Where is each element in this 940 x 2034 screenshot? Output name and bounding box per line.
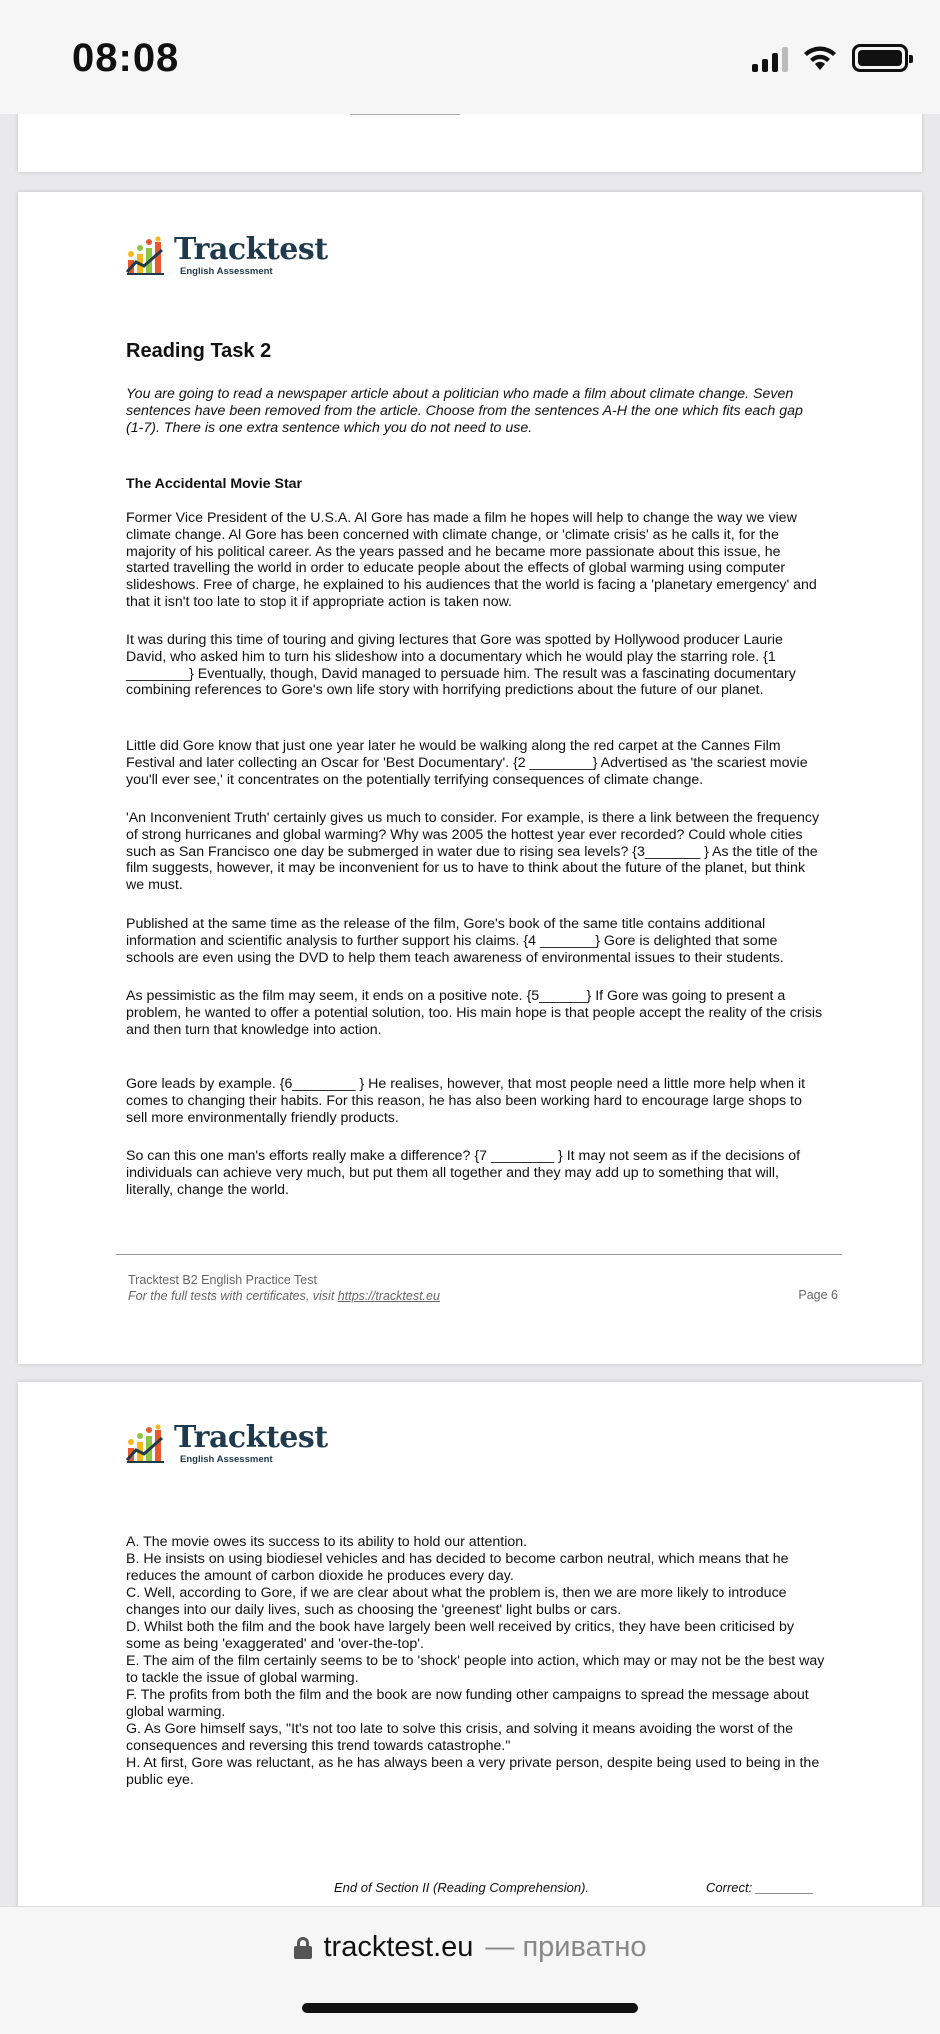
signal-icon	[752, 44, 788, 72]
previous-page-link-fragment	[350, 114, 460, 115]
article-paragraph: Little did Gore know that just one year later he would be walking along the red carpet at the Cannes Film Festival and later collecting an Oscar for 'Best Documentary'. {2 ________} Advertised as 'the scariest movie you'll ever see,' it concentrates on the potentially terrifying consequences of climate change.	[126, 738, 808, 788]
footer-visit-line	[128, 1288, 440, 1304]
browser-url-bar	[0, 1906, 940, 2034]
lock-icon	[294, 1937, 312, 1959]
end-section-text: End of Section II (Reading Comprehension).	[334, 1880, 590, 1895]
private-mode-label: — приватно	[485, 1931, 647, 1963]
status-bar	[0, 0, 940, 114]
address-field[interactable]	[0, 1931, 940, 1964]
logo-chart-icon	[126, 1424, 166, 1464]
task-instructions: You are going to read a newspaper article about a politician who made a film about climate change. Seven sentences have been removed from the article. Choose from the sentences A-H the one which fits each gap (1-7). There is one extra sentence which you do not need to use.	[126, 386, 803, 436]
article-paragraph: As pessimistic as the film may seem, it ends on a positive note. {5______} If Gore was going to present a problem, he wanted to offer a potential solution, too. His main hope is that people accept the reality of the crisis and then turn that knowledge into action.	[126, 988, 823, 1038]
task-title: Reading Task 2	[126, 340, 272, 362]
logo-name: Tracktest	[174, 1420, 328, 1455]
battery-icon	[852, 44, 908, 72]
option-a: A. The movie owes its success to its ability to hold our attention.	[126, 1534, 528, 1550]
article-paragraph: Published at the same time as the release of the film, Gore's book of the same title contains additional information and scientific analysis to further support his claims. {4 _______} Gore is delighted that some schools are even using the DVD to help them teach awareness of environmental issues to their students.	[126, 916, 784, 966]
wifi-icon	[802, 44, 838, 72]
article-paragraph: Former Vice President of the U.S.A. Al Gore has made a film he hopes will help to change the way we view climate change. Al Gore has been concerned with climate change, or 'climate crisis' as he calls it, for the majority of his political career. As the years passed and he became more passionate about this issue, he started travelling the world in order to educate people about the effects of global warming using computer slideshows. Free of charge, he explained to his audiences that the world is facing a 'planetary emergency' and that it isn't too late to stop it if appropriate action is taken now.	[126, 510, 817, 610]
option-e: E. The aim of the film certainly seems to be to 'shock' people into action, which may or may not be the best way to tackle the issue of global warming.	[126, 1653, 825, 1686]
option-h: H. At first, Gore was reluctant, as he has always been a very private person, despite being used to being in the public eye.	[126, 1755, 820, 1788]
logo-chart-icon	[126, 236, 166, 276]
previous-page-bottom	[18, 114, 922, 172]
article-paragraph: 'An Inconvenient Truth' certainly gives us much to consider. For example, is there a link between the frequency of strong hurricanes and global warming? Why was 2005 the hottest year ever recorded? Could whole cities such as San Francisco one day be submerged in water due to rising sea levels? {3_______ } As the title of the film suggests, however, it may be inconvenient for us to have to think about the future of the planet, but think we must.	[126, 810, 820, 894]
page-7	[18, 1382, 922, 1906]
page-footer	[128, 1272, 440, 1304]
footer-title: Tracktest B2 English Practice Test	[128, 1273, 317, 1287]
footer-link[interactable]: https://tracktest.eu	[337, 1289, 440, 1303]
tracktest-logo	[126, 1422, 328, 1465]
article-paragraph: So can this one man's efforts really make a difference? {7 ________ } It may not seem as if the decisions of individuals can achieve very much, but put them all together and they may add up to something that will, literally, change the world.	[126, 1148, 801, 1198]
home-indicator[interactable]	[302, 2003, 638, 2013]
tracktest-logo	[126, 234, 328, 277]
logo-name: Tracktest	[174, 232, 328, 267]
status-time: 08:08	[72, 36, 180, 80]
answer-options	[126, 1534, 826, 1789]
article-paragraph: It was during this time of touring and giving lectures that Gore was spotted by Hollywood producer Laurie David, who asked him to turn his slideshow into a documentary which he would play the starring role. {1 ________} Eventually, though, David managed to persuade him. The result was a fascinating documentary combining references to Gore's own life story with horrifying predictions about the future of our planet.	[126, 632, 796, 699]
correct-score-field: Correct: ________	[706, 1880, 814, 1895]
option-g: G. As Gore himself says, "It's not too late to solve this crisis, and solving it means avoiding the worst of the consequences and reversing this trend towards catastrophe."	[126, 1721, 793, 1754]
url-domain: tracktest.eu	[323, 1931, 474, 1963]
logo-subtitle: English Assessment	[180, 266, 273, 277]
option-d: D. Whilst both the film and the book have largely been well received by critics, they have been criticised by some as being 'exaggerated' and 'over-the-top'.	[126, 1619, 794, 1652]
article-paragraph: Gore leads by example. {6________ } He realises, however, that most people need a little more help when it comes to changing their habits. For this reason, he has also been working hard to encourage large shops to sell more environmentally friendly products.	[126, 1076, 806, 1126]
footer-divider	[116, 1254, 842, 1255]
option-f: F. The profits from both the film and the book are now funding other campaigns to spread the message about global warming.	[126, 1687, 809, 1720]
status-icons	[752, 44, 908, 72]
footer-visit-text: For the full tests with certificates, visit	[128, 1289, 338, 1303]
document-viewer[interactable]	[0, 114, 940, 1906]
logo-subtitle: English Assessment	[180, 1454, 273, 1465]
article-title: The Accidental Movie Star	[126, 476, 303, 492]
option-b: B. He insists on using biodiesel vehicles and has decided to become carbon neutral, which means that he reduces the amount of carbon dioxide he produces every day.	[126, 1551, 789, 1584]
page-6	[18, 192, 922, 1364]
option-c: C. Well, according to Gore, if we are clear about what the problem is, then we are more likely to introduce changes into our daily lives, such as choosing the 'greenest' light bulbs or cars.	[126, 1585, 787, 1618]
page-number: Page 6	[798, 1288, 838, 1302]
